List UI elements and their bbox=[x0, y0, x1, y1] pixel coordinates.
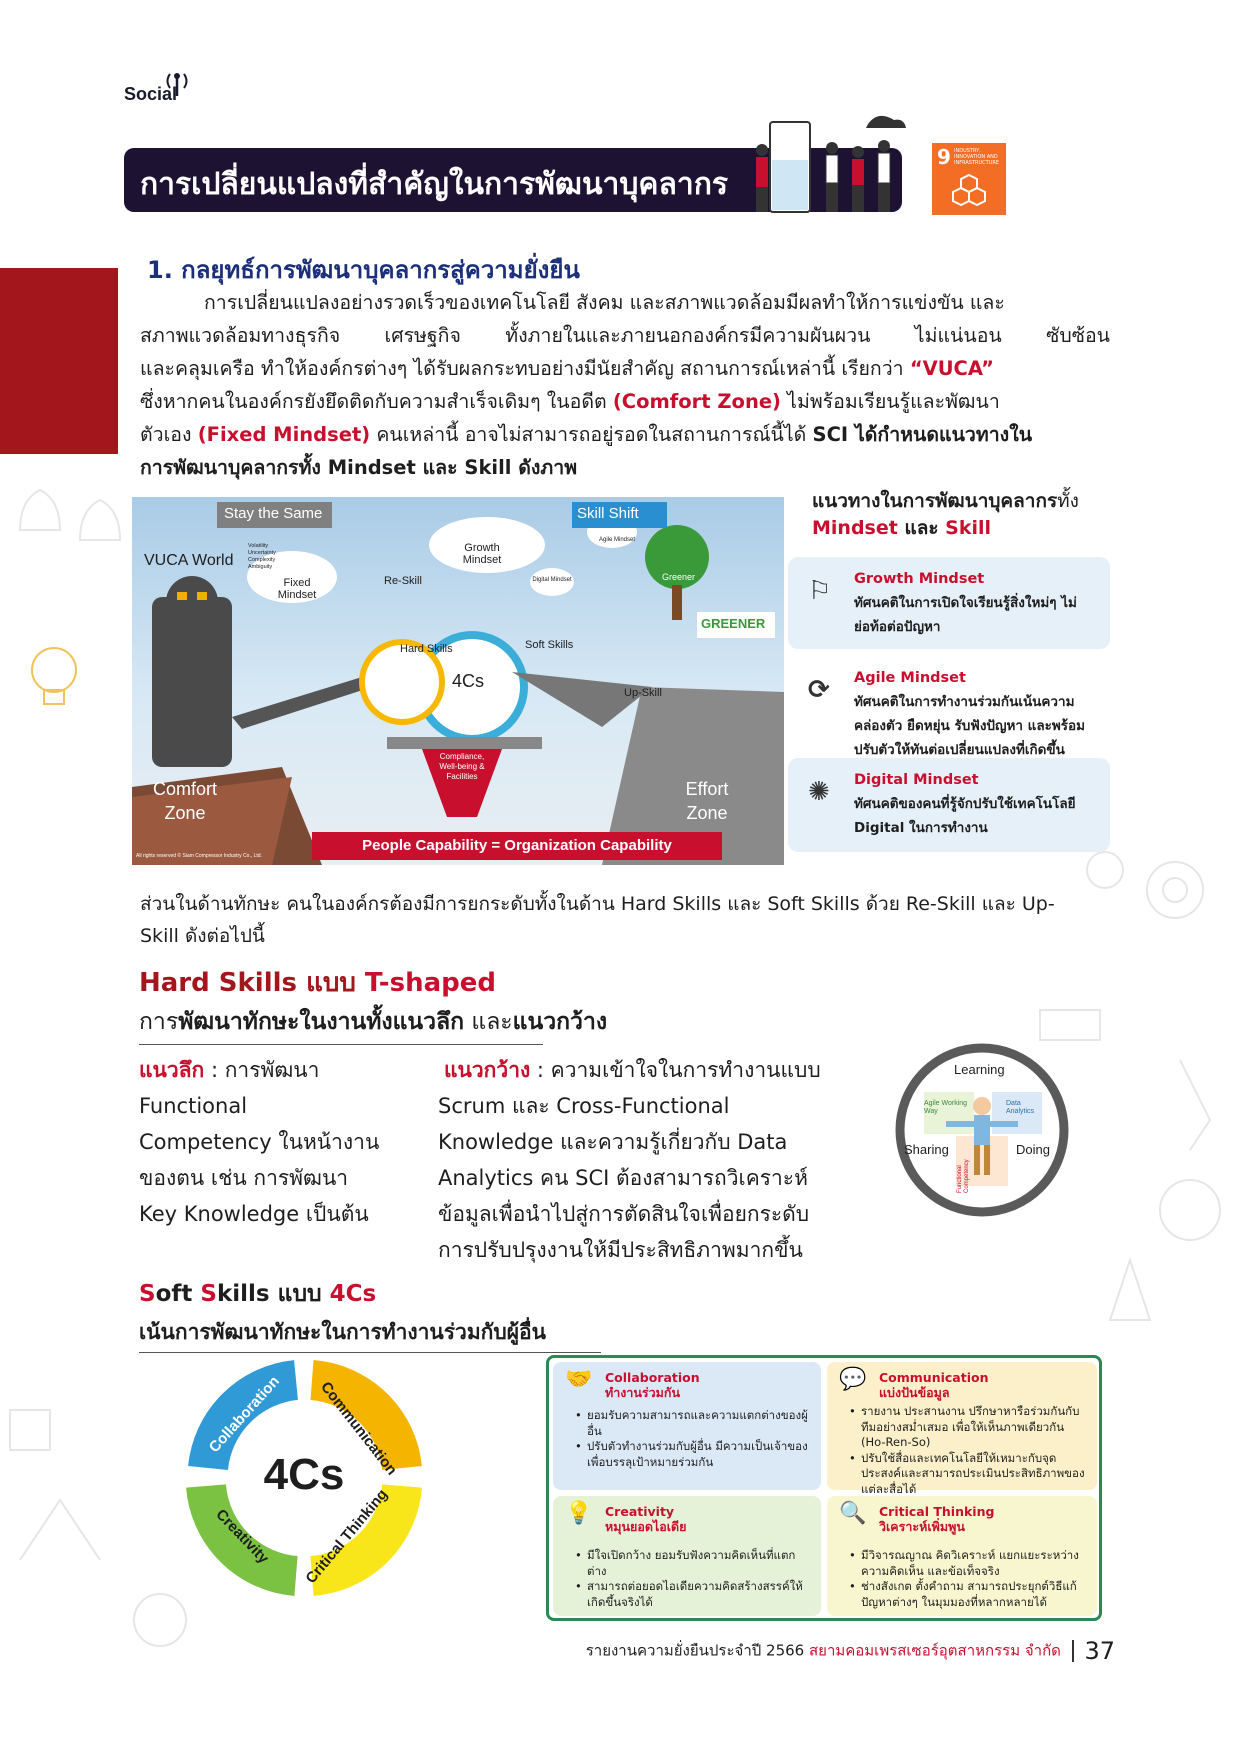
section-heading: 1. กลยุทธ์การพัฒนาบุคลากรสู่ความยั่งยืน bbox=[147, 256, 580, 284]
mindset-skill-illustration bbox=[132, 497, 784, 865]
magnifier-icon: 🔍 bbox=[839, 1501, 867, 1526]
intro-paragraph-line: สภาพแวดล้อมทางธุรกิจ เศรษฐกิจ ทั้งภายในและภายนอกองค์กรมีความผันผวน ไม่แน่นอน ซับซ้อน bbox=[140, 324, 1110, 347]
vuca-label: VUCA World bbox=[144, 552, 234, 569]
handshake-icon: 🤝 bbox=[565, 1367, 593, 1392]
soft-skills-title: Soft Skills แบบ 4Cs bbox=[139, 1281, 377, 1307]
creativity-cell: 💡 Creativity หมุนยอดไอเดีย • มีใจเปิดกว้าง ยอมรับฟังความคิดเห็นที่แตกต่าง • สามารถต่อยอดไอเดียความคิดสร้างสรรค์ให้เกิดขึ้นจริงได้ bbox=[553, 1496, 821, 1616]
fourcs-detail-grid bbox=[546, 1355, 1102, 1621]
hard-skills-title: Hard Skills แบบ T-shaped bbox=[139, 968, 496, 998]
cycle-icon: ⟳ bbox=[808, 675, 830, 705]
collaboration-segment: Collaboration bbox=[205, 1372, 283, 1457]
sdg-goal-badge: 9 INDUSTRY, INNOVATION AND INFRASTRUCTURE bbox=[932, 143, 1006, 215]
page-footer: รายงานความยั่งยืนประจำปี 2566 สยามคอมเพรสเซอร์อุตสาหกรรม จำกัด 37 bbox=[585, 1637, 1115, 1665]
effort-zone-label: Effort Zone bbox=[685, 779, 729, 823]
bulb-icon: 💡 bbox=[565, 1501, 593, 1526]
compliance-label: Compliance, Well-being & Facilities bbox=[439, 752, 485, 781]
communication-segment: Communication bbox=[317, 1378, 401, 1479]
reskill-label: Re-Skill bbox=[384, 575, 422, 587]
skills-note: ส่วนในด้านทักษะ คนในองค์กรต้องมีการยกระดับทั้งในด้าน Hard Skills และ Soft Skills ด้วย Re-Skill และ Up- Skill ดังต่อไปนี้ bbox=[140, 893, 1055, 947]
creativity-segment: Creativity bbox=[212, 1506, 273, 1567]
agile-mindset-label: Agile Mindset bbox=[598, 537, 636, 543]
critical-thinking-segment: Critical Thinking bbox=[302, 1486, 392, 1587]
mindset-heading: แนวทางในการพัฒนาบุคลากรทั้ง Mindset และ Skill bbox=[812, 490, 1079, 539]
upskill-label: Up-Skill bbox=[624, 687, 662, 699]
greener-logo: GREENER bbox=[697, 612, 775, 638]
fourcs-center: 4Cs bbox=[263, 1450, 345, 1499]
side-accent-bar bbox=[0, 268, 118, 454]
copyright-text: All rights reserved © Siam Compressor Industry Co., Ltd. bbox=[136, 853, 262, 859]
cubes-icon bbox=[949, 173, 989, 207]
digital-mindset-label: Digital Mindset bbox=[532, 577, 572, 583]
intro-paragraph-line: ซึ่งหากคนในองค์กรยังยึดติดกับความสำเร็จเดิมๆ ในอดีต (Comfort Zone) ไม่พร้อมเรียนรู้และพัฒนา bbox=[140, 390, 1000, 413]
critical-thinking-cell: 🔍 Critical Thinking วิเคราะห์เพิ่มพูน • มีวิจารณญาณ คิดวิเคราะห์ แยกแยะระหว่างความคิดเห็น และข้อเท็จจริง • ช่างสังเกต ตั้งคำถาม สามารถประยุกต์วิธีแก้ปัญหาต่างๆ ในมุมมองที่หลากหลายได้ bbox=[827, 1496, 1097, 1616]
intro-paragraph-line: ตัวเอง (Fixed Mindset) คนเหล่านี้ อาจไม่สามารถอยู่รอดในสถานการณ์นี้ได้ SCI ได้กำหนดแนวทางใน bbox=[140, 423, 1033, 446]
soft-skills-label: Soft Skills bbox=[525, 639, 574, 651]
stay-same-label: Stay the Same bbox=[224, 505, 323, 522]
intro-paragraph-line: การพัฒนาบุคลากรทั้ง Mindset และ Skill ดังภาพ bbox=[140, 456, 578, 479]
fourcs-wheel bbox=[184, 1358, 424, 1598]
fixed-mindset-label: Fixed Mindset bbox=[277, 577, 317, 601]
learning-cycle-diagram: Learning Sharing Doing Agile Working Way Data Analytics Functional Competency bbox=[886, 1038, 1078, 1222]
page-number: 37 bbox=[1084, 1637, 1115, 1665]
communication-cell: 💬 Communication แบ่งปันข้อมูล • รายงาน ประสานงาน ปรึกษาหารือร่วมกันกับทีมอย่างสม่ำเสมอ เพื่อให้เห็นภาพเดียวกัน (Ho-Ren-So) • ปรับใช้สื่อและเทคโนโลยีให้เหมาะกับจุดประสงค์และสามารถประเมินประสิทธิภาพของแต่ละสื่อได้ bbox=[827, 1362, 1097, 1490]
fourcs-mini-label: 4Cs bbox=[452, 671, 485, 691]
hard-skills-label: Hard Skills bbox=[400, 643, 453, 655]
greener-label: Greener bbox=[662, 572, 696, 582]
signal-icon bbox=[162, 68, 192, 98]
digital-mindset-card: ✺ Digital Mindset ทัศนคติของคนที่รู้จักปรับใช้เทคโนโลยี Digital ในการทำงาน bbox=[788, 758, 1110, 852]
collaboration-cell: 🤝 Collaboration ทำงานร่วมกัน • ยอมรับความสามารถและความแตกต่างของผู้อื่น • ปรับตัวทำงานร่วมกับผู้อื่น มีความเป็นเจ้าของเพื่อบรรลุเป้าหมายร่วมกัน bbox=[553, 1362, 821, 1490]
comfort-zone-label: Comfort Zone bbox=[152, 779, 217, 823]
network-icon: ✺ bbox=[808, 777, 830, 807]
page-title: การเปลี่ยนแปลงที่สำคัญในการพัฒนาบุคลากร bbox=[124, 148, 902, 212]
chat-icon: 💬 bbox=[839, 1367, 867, 1392]
growth-mindset-label: Growth Mindset bbox=[462, 542, 502, 566]
hard-skills-subtitle: การพัฒนาทักษะในงานทั้งแนวลึก และแนวกว้าง bbox=[139, 1004, 543, 1045]
intro-paragraph-line: การเปลี่ยนแปลงอย่างรวดเร็วของเทคโนโลยี สังคม และสภาพแวดล้อมมีผลทำให้การแข่งขัน และ bbox=[204, 291, 1005, 314]
agile-mindset-card: ⟳ Agile Mindset ทัศนคติในการทำงานร่วมกันเน้นความ คล่องตัว ยืดหยุ่น รับฟังปัญหา และพร้อม ปรับตัวให้ทันต่อเปลี่ยนแปลงที่เกิดขึ้น bbox=[788, 656, 1110, 758]
capability-banner: People Capability = Organization Capability bbox=[362, 837, 672, 854]
flag-icon: ⚐ bbox=[808, 576, 832, 606]
growth-mindset-card: ⚐ Growth Mindset ทัศนคติในการเปิดใจเรียนรู้สิ่งใหม่ๆ ไม่ ย่อท้อต่อปัญหา bbox=[788, 557, 1110, 649]
section-label: Social bbox=[124, 84, 177, 105]
team-illustration bbox=[748, 110, 924, 216]
wide-skill-column: แนวกว้าง : ความเข้าใจในการทำงานแบบ Scrum และ Cross-Functional Knowledge และความรู้เกี่ยวกับ Data Analytics คน SCI ต้องสามารถวิเคราะห์ ข้อมูลเพื่อนำไปสู่การตัดสินใจเพื่อยกระดับ การปรับปรุงงานให้มีประสิทธิภาพมากขึ้น bbox=[438, 1058, 821, 1262]
intro-paragraph-line: และคลุมเครือ ทำให้องค์กรต่างๆ ได้รับผลกระทบอย่างมีนัยสำคัญ สถานการณ์เหล่านี้ เรียกว่า “VUCA” bbox=[140, 357, 994, 380]
deep-skill-column: แนวลึก : การพัฒนา Functional Competency ในหน้างาน ของตน เช่น การพัฒนา Key Knowledge เป็นต้น bbox=[139, 1058, 380, 1226]
soft-skills-subtitle: เน้นการพัฒนาทักษะในการทำงานร่วมกับผู้อื่น bbox=[139, 1316, 601, 1353]
vuca-list: Volatility Uncertainty Complexity Ambiguity bbox=[248, 543, 276, 570]
skill-shift-label: Skill Shift bbox=[577, 505, 639, 522]
